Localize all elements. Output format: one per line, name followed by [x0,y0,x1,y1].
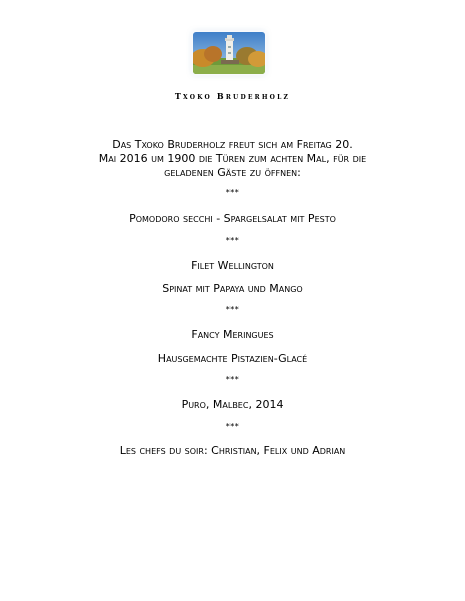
separator: *** [225,188,240,197]
separator: *** [225,422,240,431]
dessert-1: Fancy Meringues [191,328,274,341]
wine: Puro, Malbec, 2014 [181,398,284,411]
intro-line-3: geladenen Gäste zu öffnen: [164,166,301,179]
intro-line-1: Das Txoko Bruderholz freut sich am Freitag 20. [112,138,353,151]
separator: *** [225,305,240,314]
course-main: Filet Wellington [191,259,274,272]
separator: *** [225,236,240,245]
chefs-line: Les chefs du soir: Christian, Felix und Adrian [119,444,346,457]
course-side: Spinat mit Papaya und Mango [162,282,303,295]
dessert-2: Hausgemachte Pistazien-Glacé [157,352,308,365]
lighthouse-logo-image [193,32,265,74]
separator: *** [225,375,240,384]
intro-line-2: Mai 2016 um 1900 die Türen zum achten Mal, für die [98,152,367,165]
course-starter: Pomodoro secchi - Spargelsalat mit Pesto [129,212,336,225]
restaurant-name: Txoko Bruderholz [174,91,291,101]
